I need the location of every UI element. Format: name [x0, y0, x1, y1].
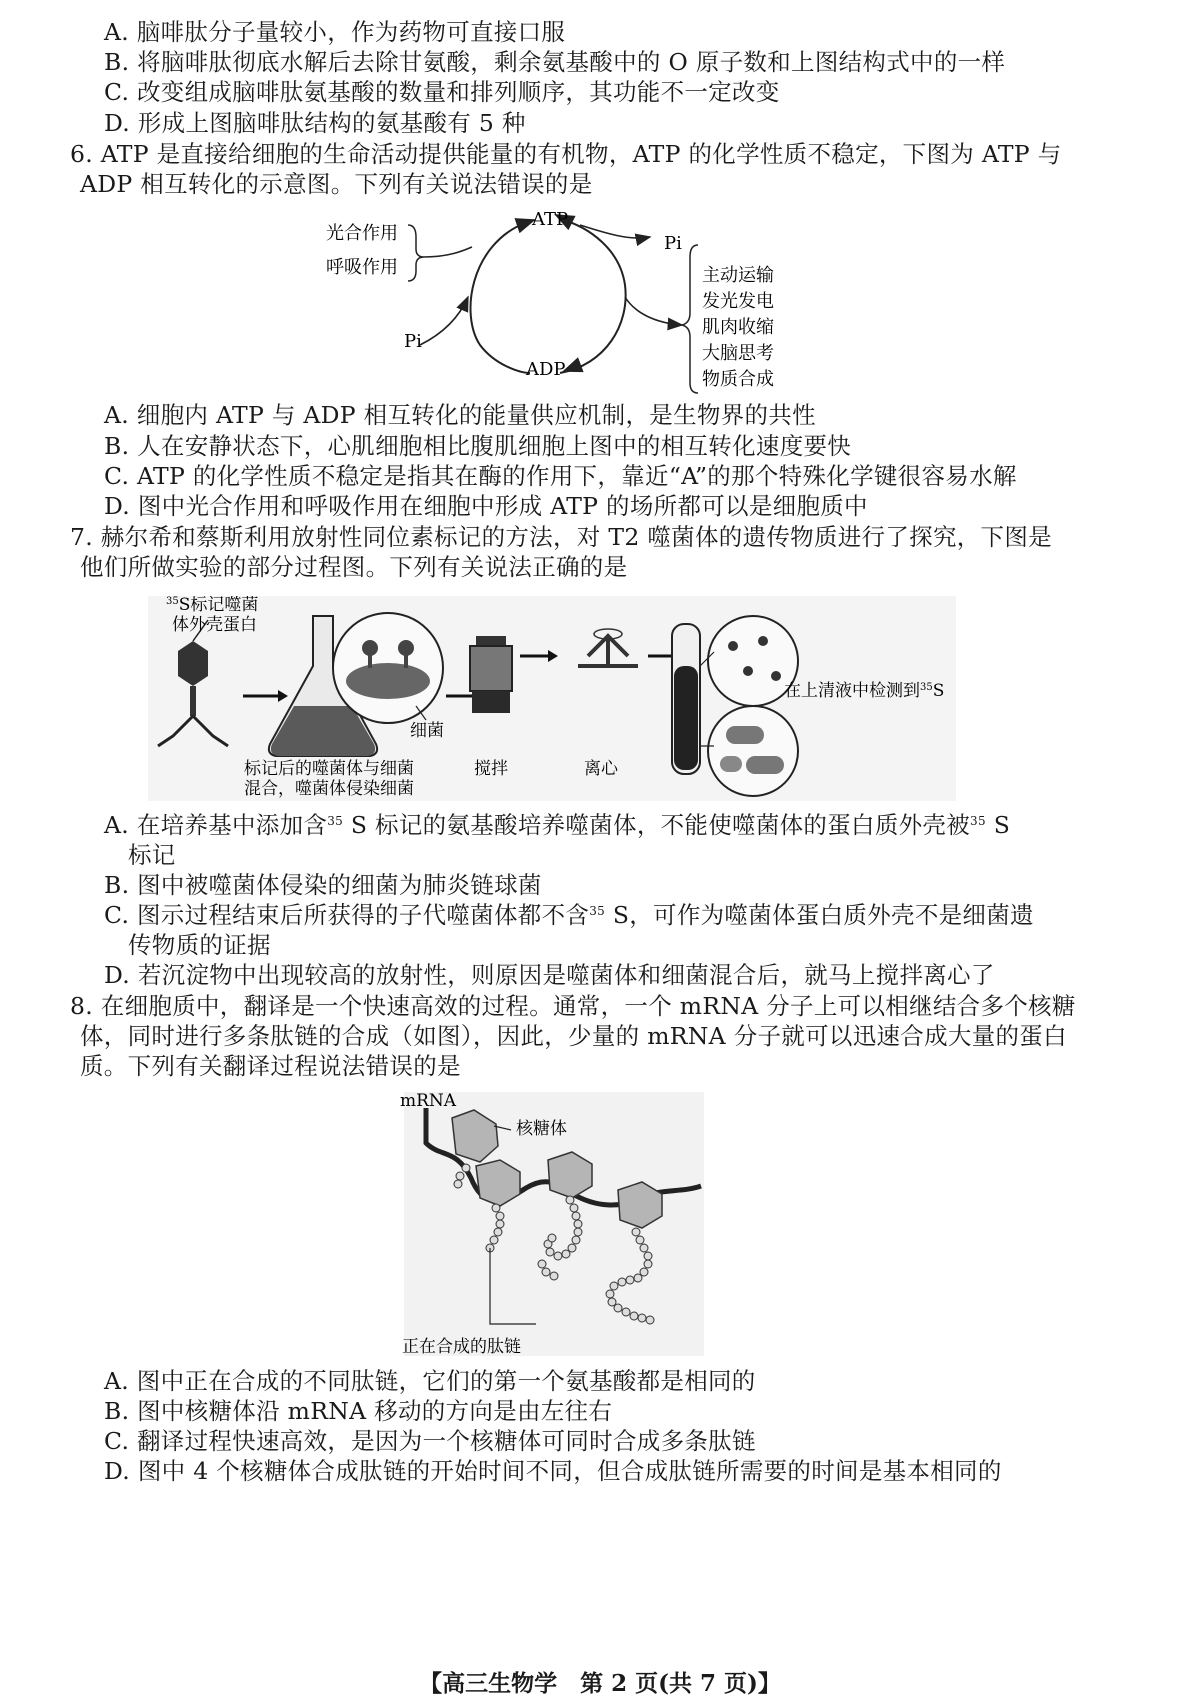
q7-stem-line1: 7. 赫尔希和蔡斯利用放射性同位素标记的方法，对 T2 噬菌体的遗传物质进行了探究，下图是 [70, 523, 1052, 551]
centrifuge-label: 离心 [584, 759, 618, 779]
pi-right-arrow [580, 225, 650, 238]
mix-label-line1: 标记后的噬菌体与细菌 [244, 759, 414, 779]
use-brain-thinking: 大脑思考 [702, 343, 774, 364]
q6-option-a: A. 细胞内 ATP 与 ADP 相互转化的能量供应机制，是生物界的共性 [104, 401, 816, 429]
use-active-transport: 主动运输 [702, 265, 774, 286]
ribosome-label: 核糖体 [516, 1119, 567, 1139]
q5-option-c: C. 改变组成脑啡肽氨基酸的数量和排列顺序，其功能不一定改变 [104, 78, 780, 106]
q6-option-b: B. 人在安静状态下，心肌细胞相比腹肌细胞上图中的相互转化速度要快 [104, 432, 852, 460]
mrna-label: mRNA [400, 1091, 457, 1111]
pi-left-arrow [420, 297, 468, 345]
q6-option-d: D. 图中光合作用和呼吸作用在细胞中形成 ATP 的场所都可以是细胞质中 [104, 492, 868, 520]
q6-stem-line1: 6. ATP 是直接给细胞的生命活动提供能量的有机物，ATP 的化学性质不稳定，下图为 ATP 与 [70, 140, 1062, 168]
q7-option-a-line1: A. 在培养基中添加含$^{35}$ S 标记的氨基酸培养噬菌体，不能使噬菌体的蛋白质外壳被$^{35}$ S [104, 811, 1011, 839]
q5-option-a: A. 脑啡肽分子量较小，作为药物可直接口服 [104, 18, 566, 46]
use-muscle-contraction: 肌肉收缩 [702, 317, 774, 338]
mix-label-line2: 混合，噬菌体侵染细菌 [244, 779, 414, 799]
source-respiration: 呼吸作用 [326, 257, 398, 278]
use-synthesis: 物质合成 [702, 369, 774, 390]
q8-option-b: B. 图中核糖体沿 mRNA 移动的方向是由左往右 [104, 1397, 613, 1425]
phage-label-line1: $^{35}$S标记噬菌 [166, 596, 259, 615]
stir-label: 搅拌 [474, 759, 508, 779]
q8-stem-line3: 质。下列有关翻译过程说法错误的是 [80, 1052, 461, 1080]
uses-brace [682, 245, 698, 393]
peptide-chain-label: 正在合成的肽链 [402, 1337, 521, 1357]
q8-option-c: C. 翻译过程快速高效，是因为一个核糖体可同时合成多条肽链 [104, 1427, 756, 1455]
q7-option-d: D. 若沉淀物中出现较高的放射性，则原因是噬菌体和细菌混合后，就马上搅拌离心了 [104, 961, 995, 989]
q8-stem-line1: 8. 在细胞质中，翻译是一个快速高效的过程。通常，一个 mRNA 分子上可以相继结合多个核糖 [70, 992, 1076, 1020]
uses-arrow [625, 297, 682, 325]
source-photosynthesis: 光合作用 [326, 223, 398, 244]
phage-experiment-figure [148, 596, 956, 801]
bacteria-label: 细菌 [410, 721, 444, 741]
q7-option-c-line1: C. 图示过程结束后所获得的子代噬菌体都不含$^{35}$ S，可作为噬菌体蛋白质外壳不是细菌遗 [104, 901, 1034, 929]
q8-option-a: A. 图中正在合成的不同肽链，它们的第一个氨基酸都是相同的 [104, 1367, 756, 1395]
atp-adp-diagram [320, 205, 840, 405]
adp-label: ADP [526, 359, 566, 380]
polysome-figure [396, 1088, 706, 1360]
detect-label: 在上清液中检测到$^{35}$S [784, 681, 945, 701]
page-footer: 【高三生物学 第 2 页(共 7 页)】 [419, 1670, 781, 1697]
q5-option-d: D. 形成上图脑啡肽结构的氨基酸有 5 种 [104, 109, 526, 137]
q8-option-d: D. 图中 4 个核糖体合成肽链的开始时间不同，但合成肽链所需要的时间是基本相同的 [104, 1457, 1002, 1485]
pi-right-label: Pi [664, 233, 682, 254]
q7-stem-line2: 他们所做实验的部分过程图。下列有关说法正确的是 [80, 553, 628, 581]
pi-left-label: Pi [404, 331, 422, 352]
cycle-arc-right [560, 219, 626, 373]
sources-brace [408, 225, 424, 281]
q8-stem-line2: 体，同时进行多条肽链的合成（如图），因此，少量的 mRNA 分子就可以迅速合成大量的蛋白 [80, 1022, 1067, 1050]
q5-option-b: B. 将脑啡肽彻底水解后去除甘氨酸，剩余氨基酸中的 O 原子数和上图结构式中的一样 [104, 48, 1006, 76]
q7-option-b: B. 图中被噬菌体侵染的细菌为肺炎链球菌 [104, 871, 542, 899]
q7-option-a-line2: 标记 [128, 841, 176, 869]
q6-option-c: C. ATP 的化学性质不稳定是指其在酶的作用下，靠近“A”的那个特殊化学键很容易水解 [104, 462, 1017, 490]
phage-label-line2: 体外壳蛋白 [172, 615, 257, 635]
sediment-circle [708, 706, 798, 796]
atp-label: ATP [532, 209, 569, 230]
use-bioluminescence: 发光发电 [702, 291, 774, 312]
q6-stem-line2: ADP 相互转化的示意图。下列有关说法错误的是 [80, 170, 593, 198]
q7-option-c-line2: 传物质的证据 [128, 931, 271, 959]
blender-icon [470, 646, 512, 691]
cycle-arc-left [470, 223, 530, 373]
